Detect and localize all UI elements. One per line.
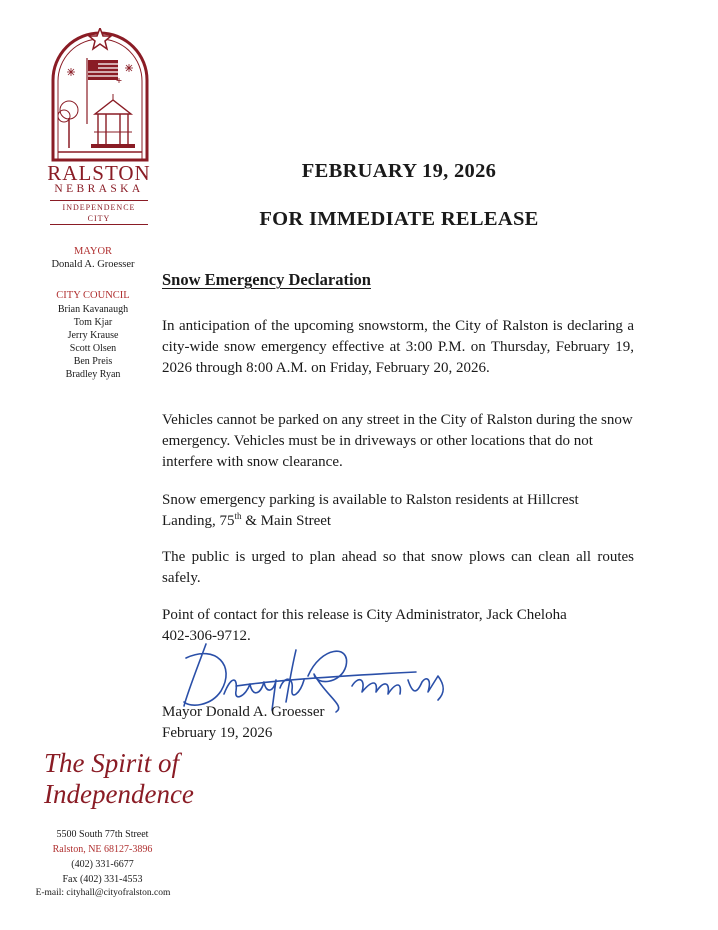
paragraph-parking-rules: Vehicles cannot be parked on any street in the City of Ralston during the snow emergency. Vehicles must be in driveways or other locations that do not interfere with snow clearance. [162, 412, 633, 470]
council-member: Tom Kjar [73, 317, 113, 328]
release-type-heading: FOR IMMEDIATE RELEASE [259, 208, 539, 230]
logo-city-name: RALSTON [47, 161, 151, 185]
paragraph-emergency-parking [162, 490, 634, 532]
mayor-name: Donald A. Groesser [51, 259, 135, 270]
parking-text: Snow emergency parking is available to Ralston residents at Hillcrest Landing, 75 [162, 492, 579, 529]
parking-text-end: & Main Street [241, 513, 332, 529]
footer-fax: Fax (402) 331-4553 [62, 874, 143, 885]
footer-phone: (402) 331-6677 [71, 859, 134, 870]
footer-city: Ralston, NE 68127-3896 [52, 844, 153, 855]
council-member-list [40, 303, 146, 381]
council-member: Jerry Krause [67, 330, 119, 341]
signature-date: February 19, 2026 [162, 725, 273, 741]
logo-tagline: INDEPENDENCE CITY [50, 200, 148, 225]
council-heading: CITY COUNCIL [56, 290, 130, 301]
paragraph-plan-ahead: The public is urged to plan ahead so that snow plows can clean all routes safely. [162, 549, 634, 586]
contact-line: Point of contact for this release is City Administrator, Jack Cheloha [162, 607, 567, 623]
subject-heading: Snow Emergency Declaration [162, 270, 371, 289]
contact-phone: 402-306-9712. [162, 628, 251, 644]
council-member: Ben Preis [73, 356, 113, 367]
council-member: Scott Olsen [69, 343, 117, 354]
release-date-heading: FEBRUARY 19, 2026 [301, 160, 497, 182]
council-member: Bradley Ryan [65, 369, 121, 380]
footer-street: 5500 South 77th Street [56, 829, 149, 840]
city-seal-logo [47, 28, 153, 168]
logo-state-name: NEBRASKA [54, 183, 144, 195]
slogan-line-2: Independence [44, 779, 194, 809]
council-member: Brian Kavanaugh [57, 304, 129, 315]
slogan-line-1: The Spirit of [44, 748, 180, 778]
ordinal-suffix: th [234, 511, 242, 521]
footer-email: E-mail: cityhall@cityofralston.com [35, 888, 171, 898]
signatory-name: Mayor Donald A. Groesser [162, 704, 325, 720]
paragraph-declaration: In anticipation of the upcoming snowstorm, the City of Ralston is declaring a city-wide snow emergency effective at 3:00 P.M. on Thursday, February 19, 2026 through 8:00 A.M. on Friday, February 20, 2026. [162, 318, 634, 376]
mayor-heading: MAYOR [73, 246, 113, 257]
